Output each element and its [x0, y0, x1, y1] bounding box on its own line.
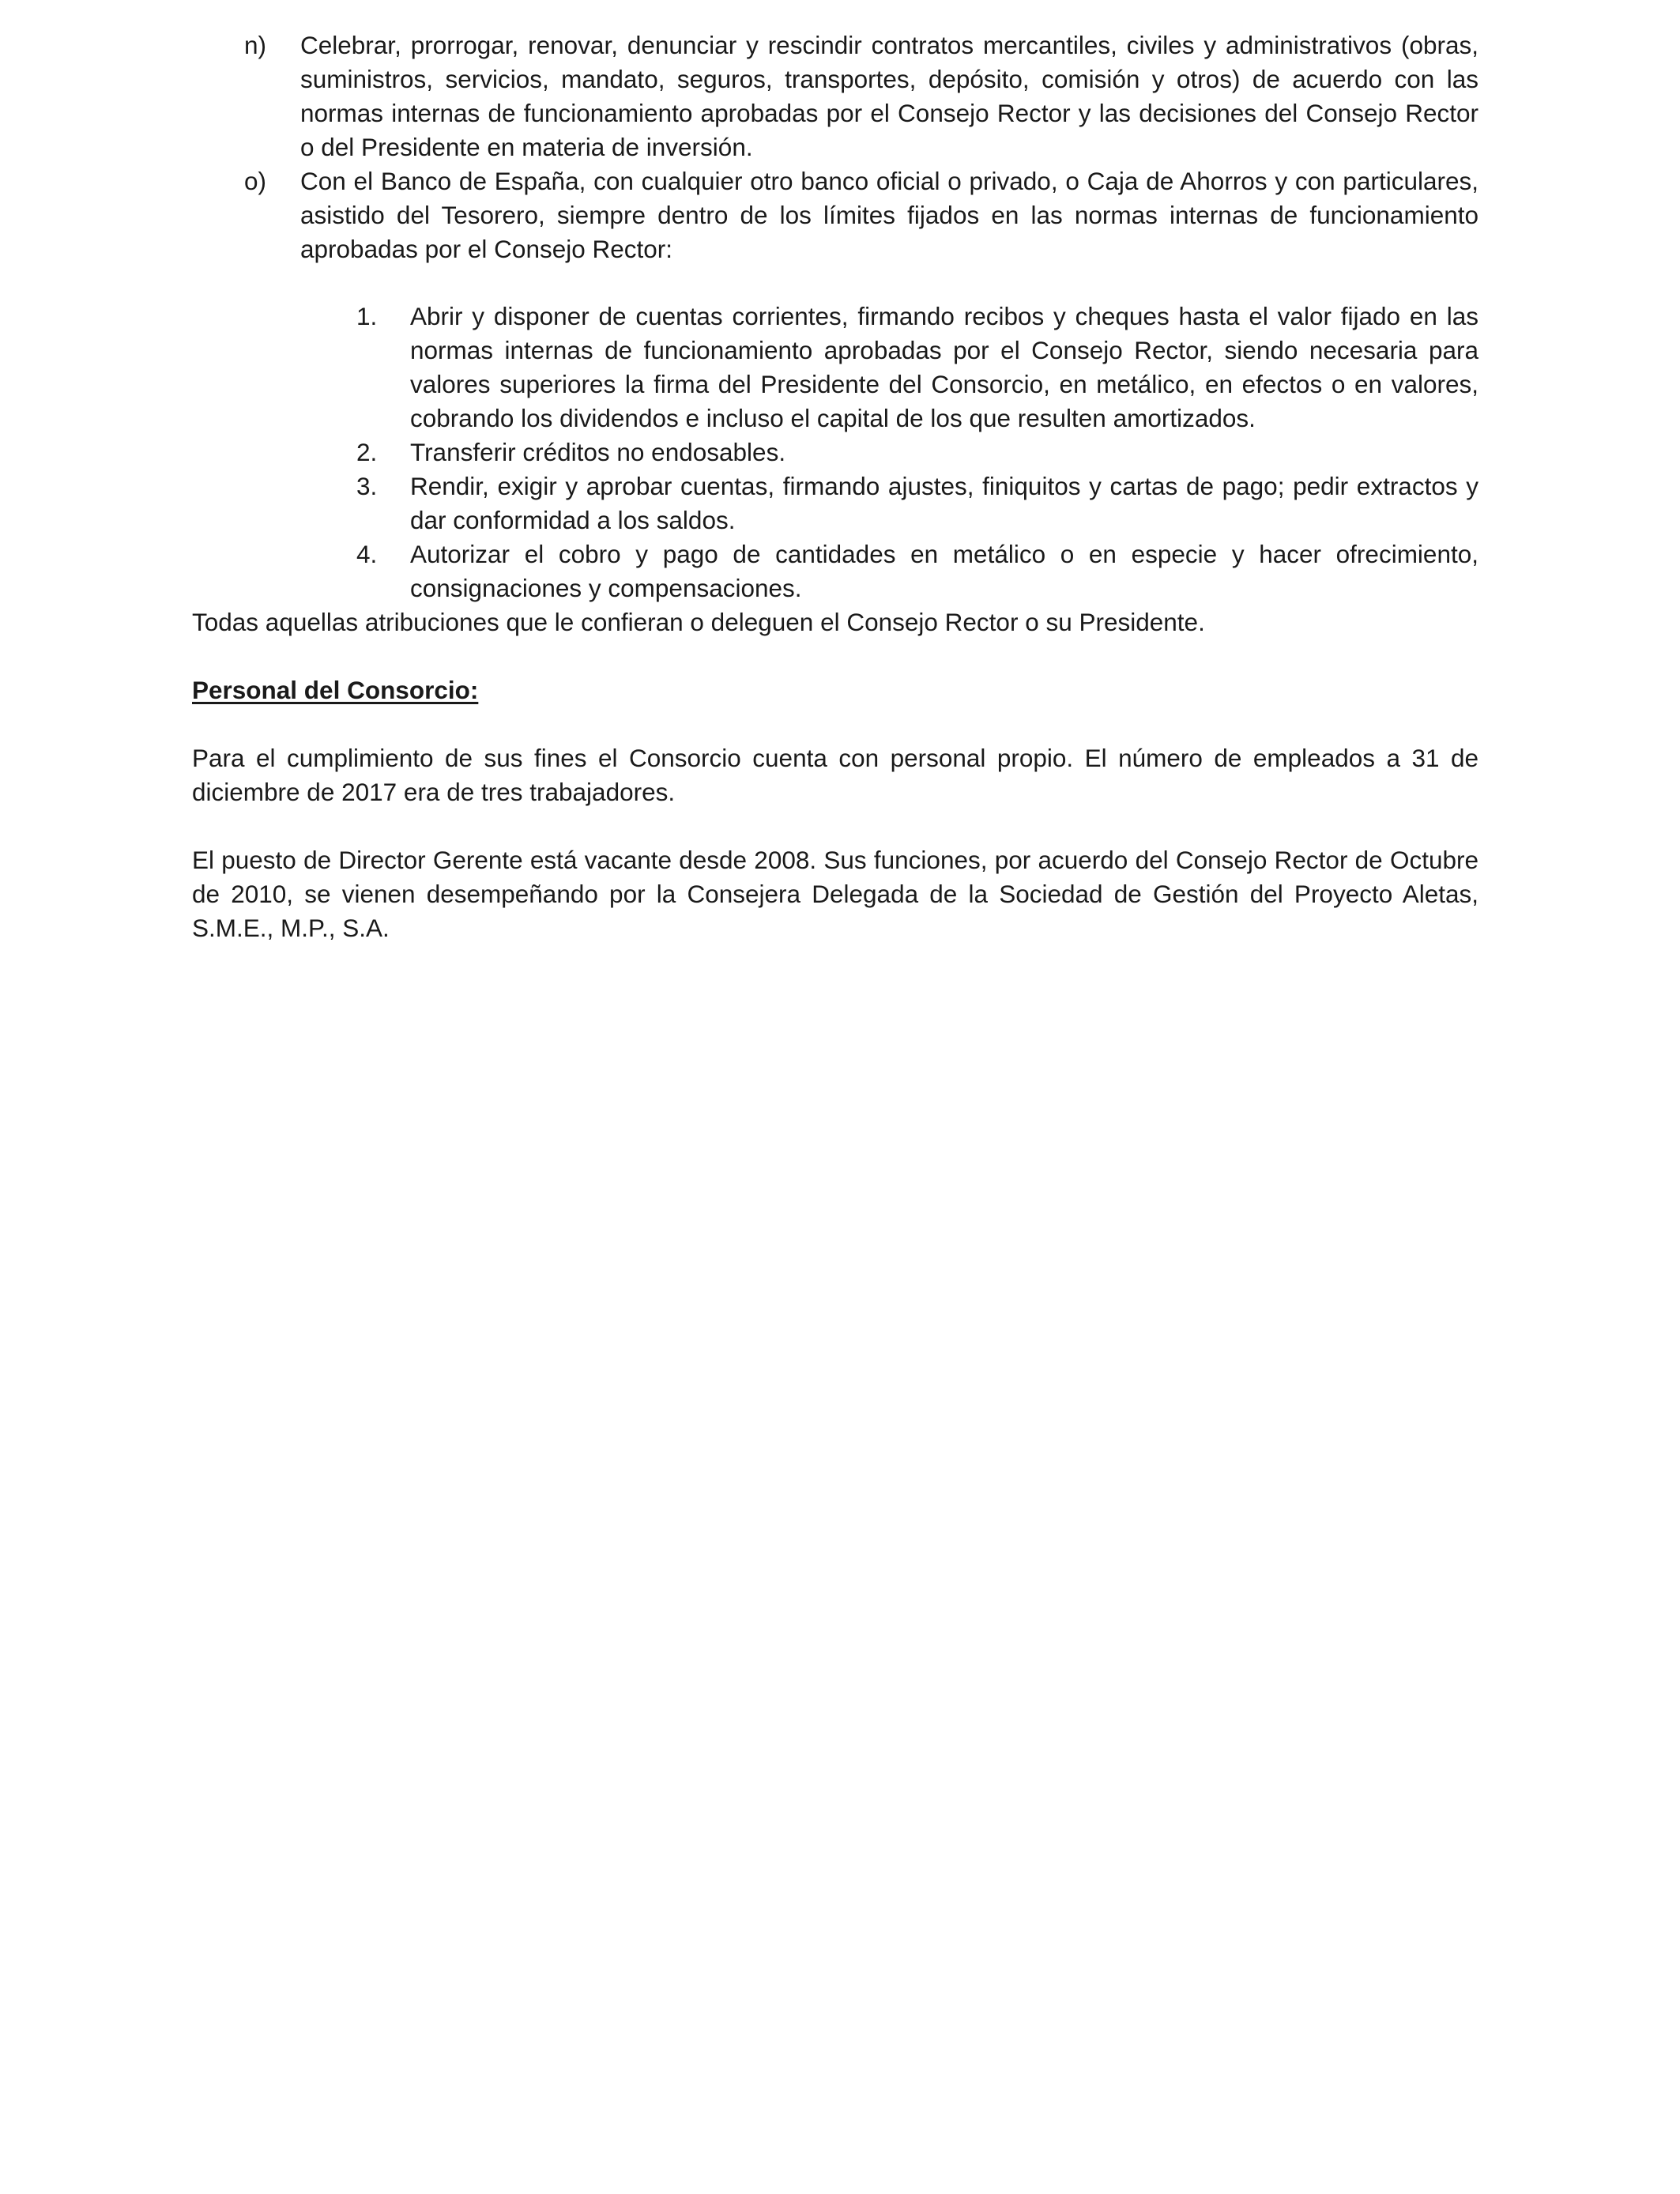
numbered-item-3	[192, 469, 1478, 537]
list-item-n	[192, 28, 1478, 164]
numbered-marker-4: 4.	[356, 540, 378, 568]
list-item-o	[192, 164, 1478, 266]
numbered-item-2	[192, 435, 1478, 469]
numbered-item-1	[192, 300, 1478, 435]
closing-line: Todas aquellas atribuciones que le confieran o deleguen el Consejo Rector o su Presidente.	[192, 608, 1205, 636]
numbered-marker-1: 1.	[356, 302, 378, 330]
numbered-marker-2: 2.	[356, 438, 378, 466]
list-text-n: Celebrar, prorrogar, renovar, denunciar y rescindir contratos mercantiles, civiles y administrativos (obras, suministros, servicios, mandato, seguros, transportes, depósito, comisión y otros) de acuerdo con las normas internas de funcionamiento aprobadas por el Consejo Rector y las decisiones del Consejo Rector o del Presidente en materia de inversión.	[300, 31, 1478, 161]
numbered-text-1: Abrir y disponer de cuentas corrientes, firmando recibos y cheques hasta el valor fijado en las normas internas de funcionamiento aprobadas por el Consejo Rector, siendo necesaria para valores superiores la firma del Presidente del Consorcio, en metálico, en efectos o en valores, cobrando los dividendos e incluso el capital de los que resulten amortizados.	[410, 302, 1478, 432]
numbered-marker-3: 3.	[356, 472, 378, 500]
section-paragraph-1: Para el cumplimiento de sus fines el Consorcio cuenta con personal propio. El número de empleados a 31 de diciembre de 2017 era de tres trabajadores.	[192, 744, 1478, 806]
section-paragraph-2: El puesto de Director Gerente está vacante desde 2008. Sus funciones, por acuerdo del Consejo Rector de Octubre de 2010, se vienen desempeñando por la Consejera Delegada de la Sociedad de Gestión del Proyecto Aletas, S.M.E., M.P., S.A.	[192, 846, 1478, 942]
list-text-o: Con el Banco de España, con cualquier otro banco oficial o privado, o Caja de Ahorros y con particulares, asistido del Tesorero, siempre dentro de los límites fijados en las normas internas de funcionamiento aprobadas por el Consejo Rector:	[300, 167, 1478, 263]
numbered-list	[192, 300, 1478, 605]
section-heading: Personal del Consorcio:	[192, 676, 479, 704]
page-content	[192, 28, 1478, 945]
numbered-item-4	[192, 537, 1478, 605]
numbered-text-4: Autorizar el cobro y pago de cantidades en metálico o en especie y hacer ofrecimiento, consignaciones y compensaciones.	[410, 540, 1478, 602]
numbered-text-3: Rendir, exigir y aprobar cuentas, firmando ajustes, finiquitos y cartas de pago; pedir extractos y dar conformidad a los saldos.	[410, 472, 1478, 534]
list-marker-n: n)	[244, 31, 267, 59]
list-marker-o: o)	[244, 167, 267, 195]
numbered-text-2: Transferir créditos no endosables.	[410, 438, 786, 466]
